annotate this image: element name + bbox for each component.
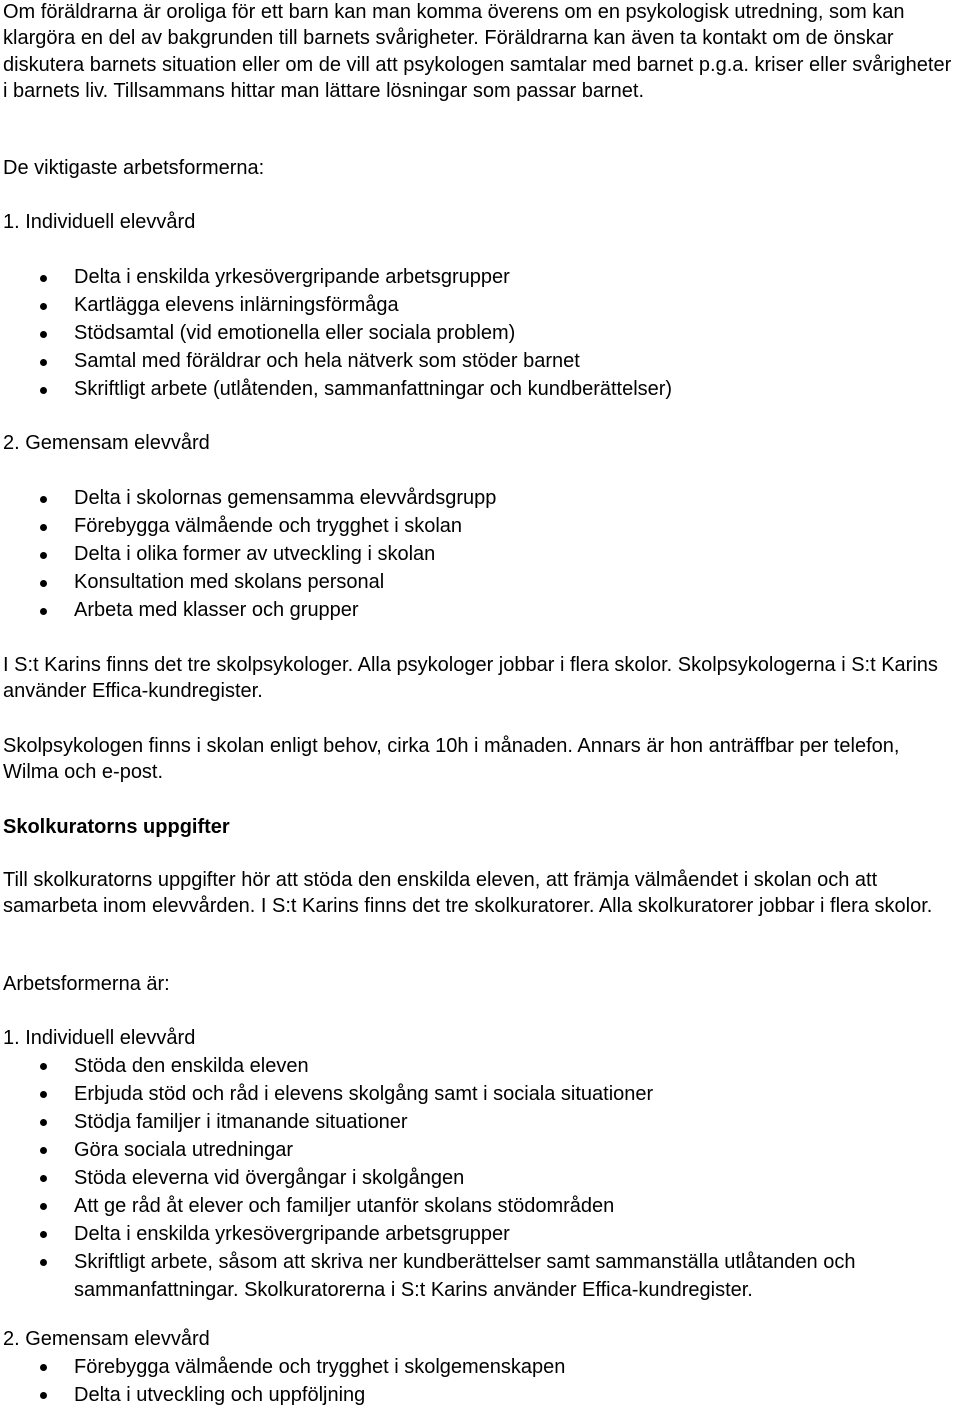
psych-common-list bbox=[0, 485, 955, 625]
bullet-icon bbox=[40, 303, 47, 310]
bullet-icon bbox=[40, 1392, 47, 1399]
bullet-icon bbox=[40, 1091, 47, 1098]
curator-common-title: 2. Gemensam elevvård bbox=[3, 1328, 210, 1350]
list-item: Delta i utveckling och uppföljning bbox=[0, 1381, 955, 1409]
list-item: Erbjuda stöd och råd i elevens skolgång samt i sociala situationer bbox=[0, 1080, 955, 1108]
list-item: Delta i enskilda yrkesövergripande arbetsgrupper bbox=[0, 1220, 955, 1248]
curator-work-forms-heading: Arbetsformerna är: bbox=[3, 973, 170, 995]
bullet-icon bbox=[40, 552, 47, 559]
psych-work-forms-heading: De viktigaste arbetsformerna: bbox=[3, 157, 265, 179]
curator-common-list bbox=[0, 1353, 955, 1409]
list-item: Skriftligt arbete, såsom att skriva ner kundberättelser samt sammanställa utlåtanden och sammanfattningar. Skolkuratorerna i S:t Karins använder Effica-kundregister. bbox=[0, 1248, 934, 1304]
bullet-icon bbox=[40, 524, 47, 531]
bullet-icon bbox=[40, 1203, 47, 1210]
psych-individual-list bbox=[0, 264, 955, 404]
list-item: Stöda den enskilda eleven bbox=[0, 1052, 955, 1080]
list-item: Att ge råd åt elever och familjer utanför skolans stödområden bbox=[0, 1192, 955, 1220]
bullet-icon bbox=[40, 1063, 47, 1070]
bullet-icon bbox=[40, 1364, 47, 1371]
curator-intro-paragraph: Till skolkuratorns uppgifter hör att stöda den enskilda eleven, att främja välmåendet i skolan och att samarbeta inom elevvården. I S:t Karins finns det tre skolkuratorer. Alla skolkuratorer jobbar i flera skolor. bbox=[3, 869, 933, 918]
list-item: Göra sociala utredningar bbox=[0, 1136, 955, 1164]
psych-paragraph-2: Skolpsykologen finns i skolan enligt behov, cirka 10h i månaden. Annars är hon anträffbar per telefon, Wilma och e-post. bbox=[3, 735, 900, 784]
list-item: Arbeta med klasser och grupper bbox=[0, 597, 955, 625]
curator-individual-title: 1. Individuell elevvård bbox=[3, 1027, 196, 1049]
list-item: Stödja familjer i itmanande situationer bbox=[0, 1108, 955, 1136]
bullet-icon bbox=[40, 359, 47, 366]
psych-paragraph-1: I S:t Karins finns det tre skolpsykologer. Alla psykologer jobbar i flera skolor. Skolpsykologerna i S:t Karins använder Effica-kundregister. bbox=[3, 654, 938, 703]
bullet-icon bbox=[40, 1175, 47, 1182]
intro-paragraph: Om föräldrarna är oroliga för ett barn kan man komma överens om en psykologisk utredning, som kan klargöra en del av bakgrunden till barnets svårigheter. Föräldrarna kan även ta kontakt om de önskar diskutera barnets situation eller om de vill att psykologen samtalar med barnet p.g.a. kriser eller svårigheter i barnets liv. Tillsammans hittar man lättare lösningar som passar barnet. bbox=[3, 1, 952, 102]
list-item: Förebygga välmående och trygghet i skolan bbox=[0, 513, 955, 541]
psych-common-title: 2. Gemensam elevvård bbox=[3, 432, 210, 454]
bullet-icon bbox=[40, 1259, 47, 1266]
bullet-icon bbox=[40, 331, 47, 338]
bullet-icon bbox=[40, 1231, 47, 1238]
bullet-icon bbox=[40, 275, 47, 282]
list-item: Förebygga välmående och trygghet i skolgemenskapen bbox=[0, 1353, 955, 1381]
curator-heading: Skolkuratorns uppgifter bbox=[3, 816, 230, 838]
list-item: Samtal med föräldrar och hela nätverk som stöder barnet bbox=[0, 348, 955, 376]
list-item: Delta i olika former av utveckling i skolan bbox=[0, 541, 955, 569]
list-item: Konsultation med skolans personal bbox=[0, 569, 955, 597]
list-item: Stödsamtal (vid emotionella eller sociala problem) bbox=[0, 320, 955, 348]
list-item: Stöda eleverna vid övergångar i skolgången bbox=[0, 1164, 955, 1192]
list-item: Delta i enskilda yrkesövergripande arbetsgrupper bbox=[0, 264, 955, 292]
bullet-icon bbox=[40, 1119, 47, 1126]
bullet-icon bbox=[40, 580, 47, 587]
list-item: Kartlägga elevens inlärningsförmåga bbox=[0, 292, 955, 320]
bullet-icon bbox=[40, 1147, 47, 1154]
bullet-icon bbox=[40, 387, 47, 394]
list-item: Delta i skolornas gemensamma elevvårdsgrupp bbox=[0, 485, 955, 513]
curator-individual-list bbox=[0, 1052, 955, 1304]
bullet-icon bbox=[40, 608, 47, 615]
list-item: Skriftligt arbete (utlåtenden, sammanfattningar och kundberättelser) bbox=[0, 376, 955, 404]
psych-individual-title: 1. Individuell elevvård bbox=[3, 211, 196, 233]
bullet-icon bbox=[40, 496, 47, 503]
